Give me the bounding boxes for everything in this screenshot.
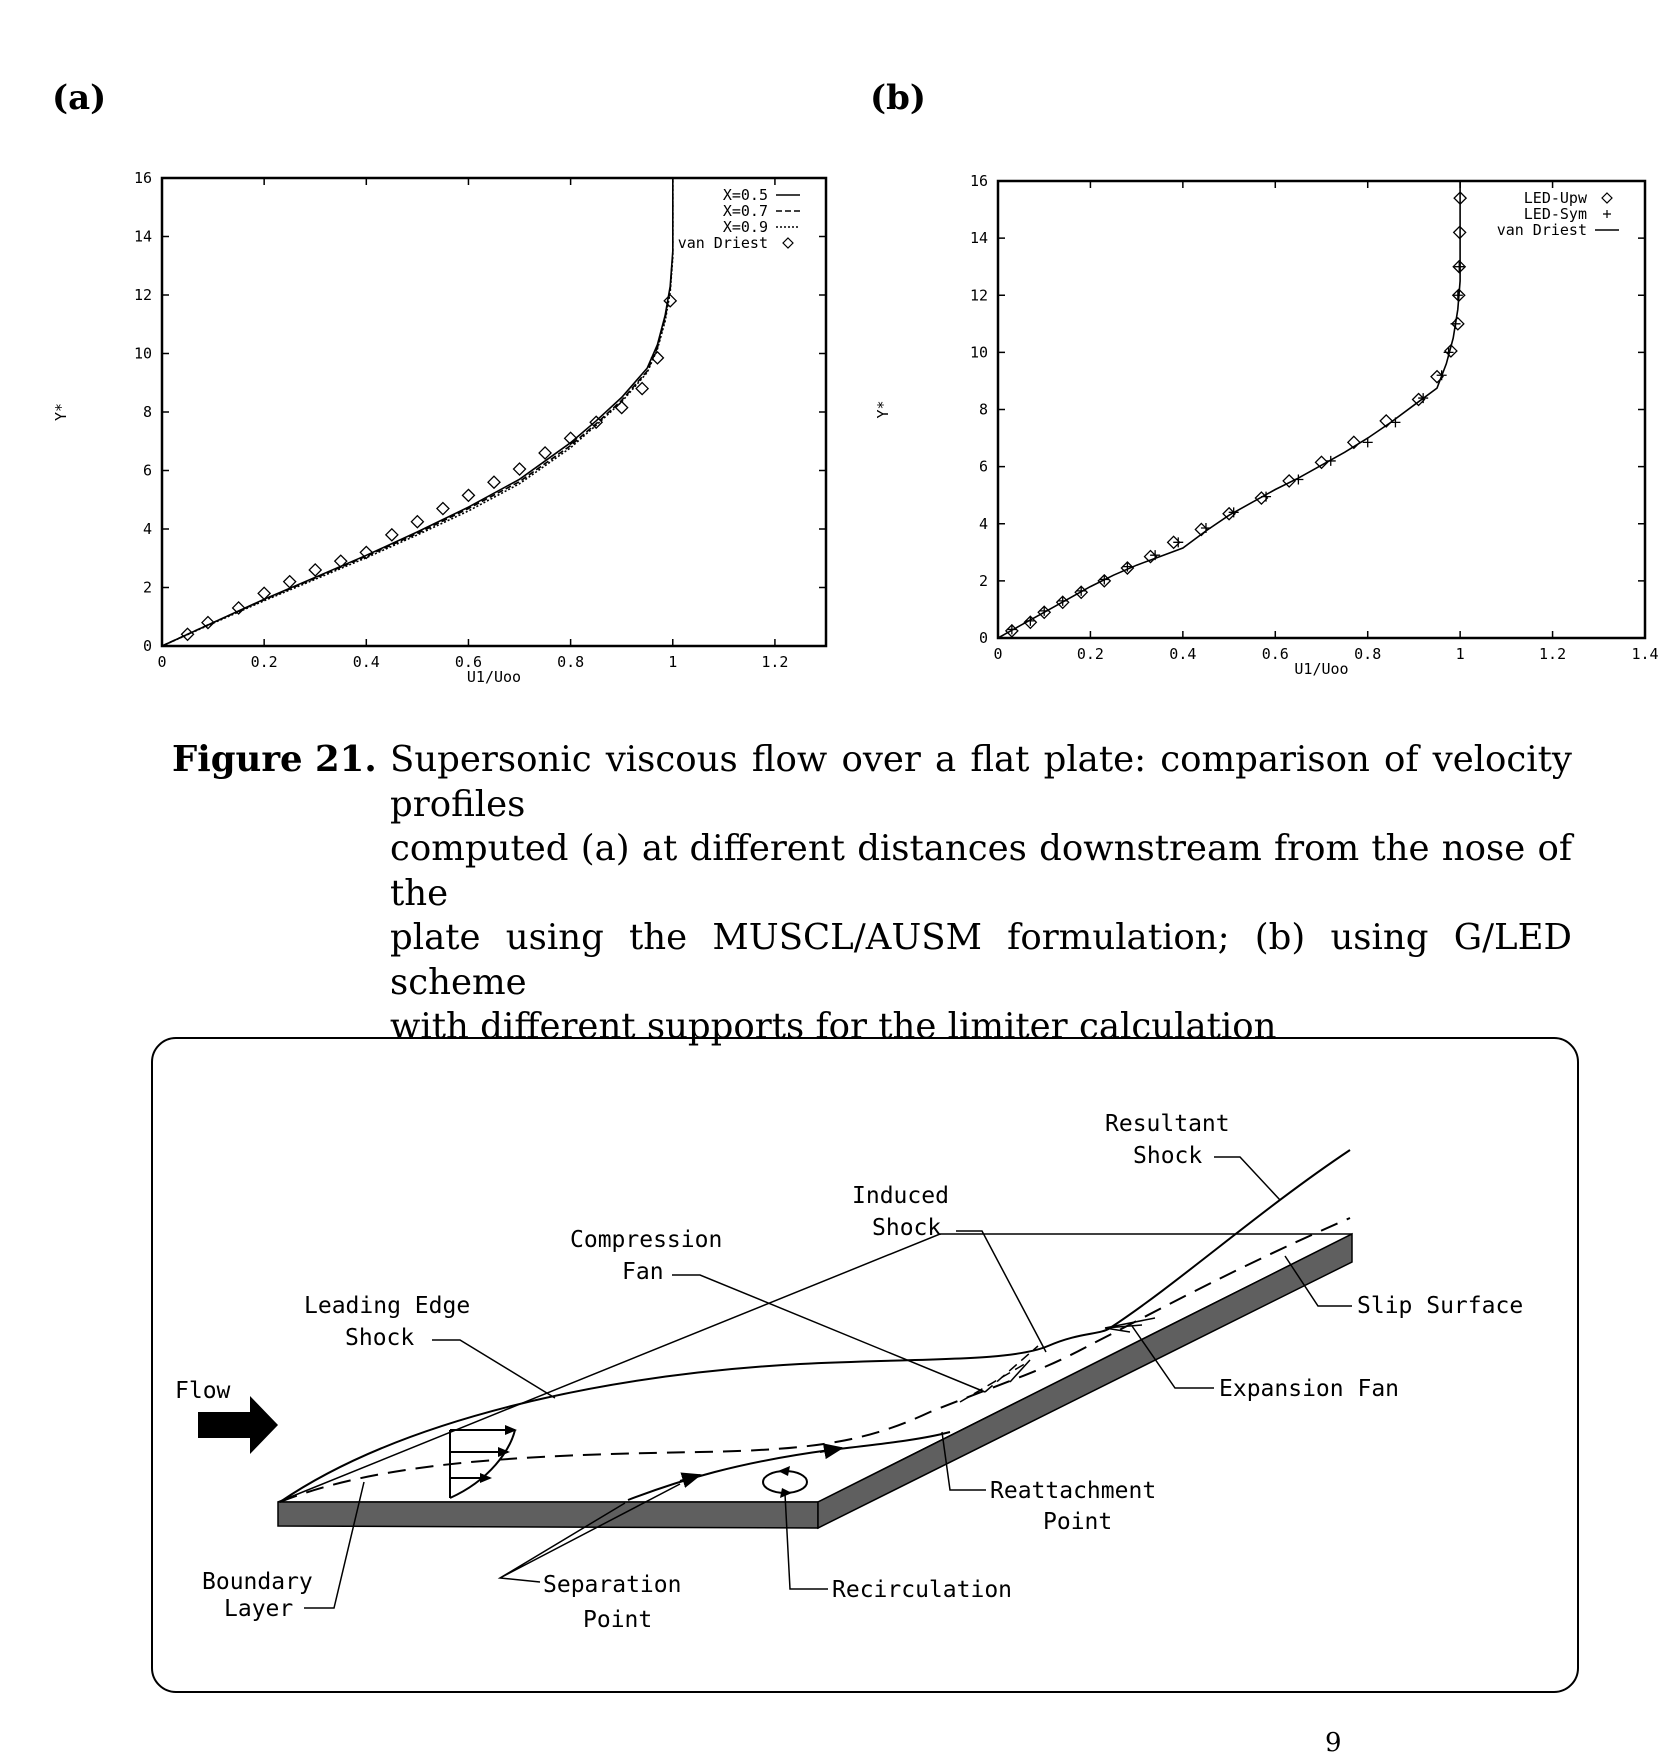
label-resultant-shock: Shock bbox=[1133, 1143, 1203, 1169]
x-tick-label: 1.2 bbox=[1539, 645, 1567, 663]
y-tick-label: 6 bbox=[142, 461, 152, 480]
legend-label: X=0.9 bbox=[722, 218, 768, 236]
y-tick-label: 0 bbox=[978, 629, 988, 647]
label-expansion-fan: Expansion Fan bbox=[1219, 1376, 1400, 1402]
legend-swatch bbox=[1603, 210, 1611, 218]
series-line bbox=[162, 178, 673, 646]
label-separation-point: Separation bbox=[543, 1572, 682, 1598]
y-tick-label: 8 bbox=[978, 400, 988, 419]
legend-label: X=0.7 bbox=[722, 202, 768, 220]
caption-label: Figure 21. bbox=[172, 739, 377, 780]
y-tick-label: 14 bbox=[969, 229, 988, 248]
series-line bbox=[998, 181, 1460, 638]
data-point bbox=[462, 489, 474, 501]
x-tick-label: 0.8 bbox=[557, 653, 585, 671]
leader-leading-edge-shock bbox=[432, 1340, 555, 1398]
x-tick-label: 0.6 bbox=[454, 653, 483, 671]
label-induced-shock: Induced bbox=[852, 1183, 949, 1209]
flow-diagram bbox=[0, 1000, 1662, 1750]
plate-top bbox=[278, 1234, 1352, 1502]
data-point bbox=[514, 463, 526, 475]
y-tick-label: 10 bbox=[133, 344, 152, 363]
y-tick-label: 16 bbox=[969, 172, 988, 190]
legend-label: LED-Sym bbox=[1523, 205, 1587, 223]
x-tick-label: 1.2 bbox=[761, 653, 789, 671]
y-tick-label: 12 bbox=[133, 286, 152, 304]
label-boundary-layer: Layer bbox=[224, 1596, 294, 1622]
x-tick-label: 0.2 bbox=[250, 653, 278, 671]
x-tick-label: 1.4 bbox=[1631, 645, 1659, 663]
label-compression-fan: Compression bbox=[570, 1227, 723, 1253]
data-point bbox=[664, 295, 676, 307]
series-line bbox=[162, 178, 673, 646]
label-reattachment-point: Point bbox=[1043, 1509, 1113, 1535]
legend-swatch bbox=[1602, 193, 1612, 203]
label-leading-edge-shock: Leading Edge bbox=[304, 1293, 471, 1319]
label-boundary-layer: Boundary bbox=[202, 1569, 313, 1595]
label-leading-edge-shock: Shock bbox=[345, 1325, 415, 1351]
caption-line: Supersonic viscous flow over a flat plate: comparison of velocity profiles bbox=[390, 739, 1572, 825]
data-point bbox=[386, 529, 398, 541]
panel-label-b: (b) bbox=[870, 78, 926, 118]
y-tick-label: 16 bbox=[133, 169, 152, 187]
leader-resultant-shock bbox=[1214, 1157, 1280, 1200]
x-tick-label: 0 bbox=[993, 645, 1003, 663]
chart-a bbox=[40, 160, 860, 700]
x-axis-label: U1/Uoo bbox=[1294, 660, 1349, 678]
y-tick-label: 4 bbox=[142, 520, 152, 538]
x-axis-label: U1/Uoo bbox=[466, 668, 522, 686]
flow-arrow-icon bbox=[198, 1396, 278, 1454]
y-tick-label: 0 bbox=[142, 637, 152, 655]
legend-swatch bbox=[783, 238, 793, 248]
x-tick-label: 0.4 bbox=[1169, 645, 1197, 663]
label-resultant-shock: Resultant bbox=[1105, 1111, 1230, 1137]
series-line bbox=[162, 178, 673, 646]
caption-line: with different supports for the limiter calculation bbox=[390, 1006, 1277, 1047]
data-point bbox=[1454, 262, 1464, 272]
data-point bbox=[437, 503, 449, 515]
label-induced-shock: Shock bbox=[872, 1215, 942, 1241]
x-tick-label: 0 bbox=[157, 653, 167, 671]
caption-line: computed (a) at different distances downstream from the nose of the bbox=[390, 828, 1572, 914]
legend-label: X=0.5 bbox=[722, 186, 768, 204]
y-axis-label: Y* bbox=[874, 400, 892, 419]
y-tick-label: 10 bbox=[969, 343, 988, 362]
label-separation-point: Point bbox=[583, 1607, 653, 1633]
y-tick-label: 2 bbox=[142, 578, 152, 597]
y-tick-label: 2 bbox=[978, 571, 988, 590]
x-tick-label: 0.6 bbox=[1261, 645, 1289, 663]
x-tick-label: 0.2 bbox=[1076, 645, 1104, 663]
data-point bbox=[616, 402, 628, 414]
data-point bbox=[636, 383, 648, 395]
legend-label: van Driest bbox=[1496, 221, 1587, 239]
x-tick-label: 0.8 bbox=[1354, 645, 1382, 663]
label-compression-fan: Fan bbox=[622, 1259, 664, 1285]
data-point bbox=[1173, 537, 1183, 547]
y-tick-label: 14 bbox=[133, 227, 152, 246]
x-tick-label: 1 bbox=[668, 653, 678, 671]
label-slip-surface: Slip Surface bbox=[1357, 1293, 1524, 1319]
legend-label: LED-Upw bbox=[1523, 189, 1587, 207]
data-point bbox=[309, 564, 321, 576]
chart-b bbox=[862, 160, 1662, 700]
page-number: 9 bbox=[1325, 1728, 1342, 1758]
plot-frame bbox=[998, 181, 1645, 638]
legend-label: van Driest bbox=[677, 234, 768, 252]
y-tick-label: 12 bbox=[969, 286, 988, 305]
x-tick-label: 1 bbox=[1455, 645, 1465, 663]
y-axis-label: Y* bbox=[52, 402, 70, 422]
y-tick-label: 4 bbox=[978, 514, 988, 533]
panel-label-a: (a) bbox=[52, 78, 107, 118]
data-point bbox=[488, 476, 500, 488]
x-tick-label: 0.4 bbox=[352, 653, 380, 671]
data-point bbox=[411, 516, 423, 528]
label-recirculation: Recirculation bbox=[832, 1577, 1013, 1603]
y-tick-label: 6 bbox=[978, 457, 988, 476]
label-flow: Flow bbox=[175, 1378, 231, 1404]
y-tick-label: 8 bbox=[142, 403, 152, 421]
caption-line: plate using the MUSCL/AUSM formulation; (b) using G/LED scheme bbox=[390, 917, 1572, 1003]
label-reattachment-point: Reattachment bbox=[990, 1478, 1157, 1504]
